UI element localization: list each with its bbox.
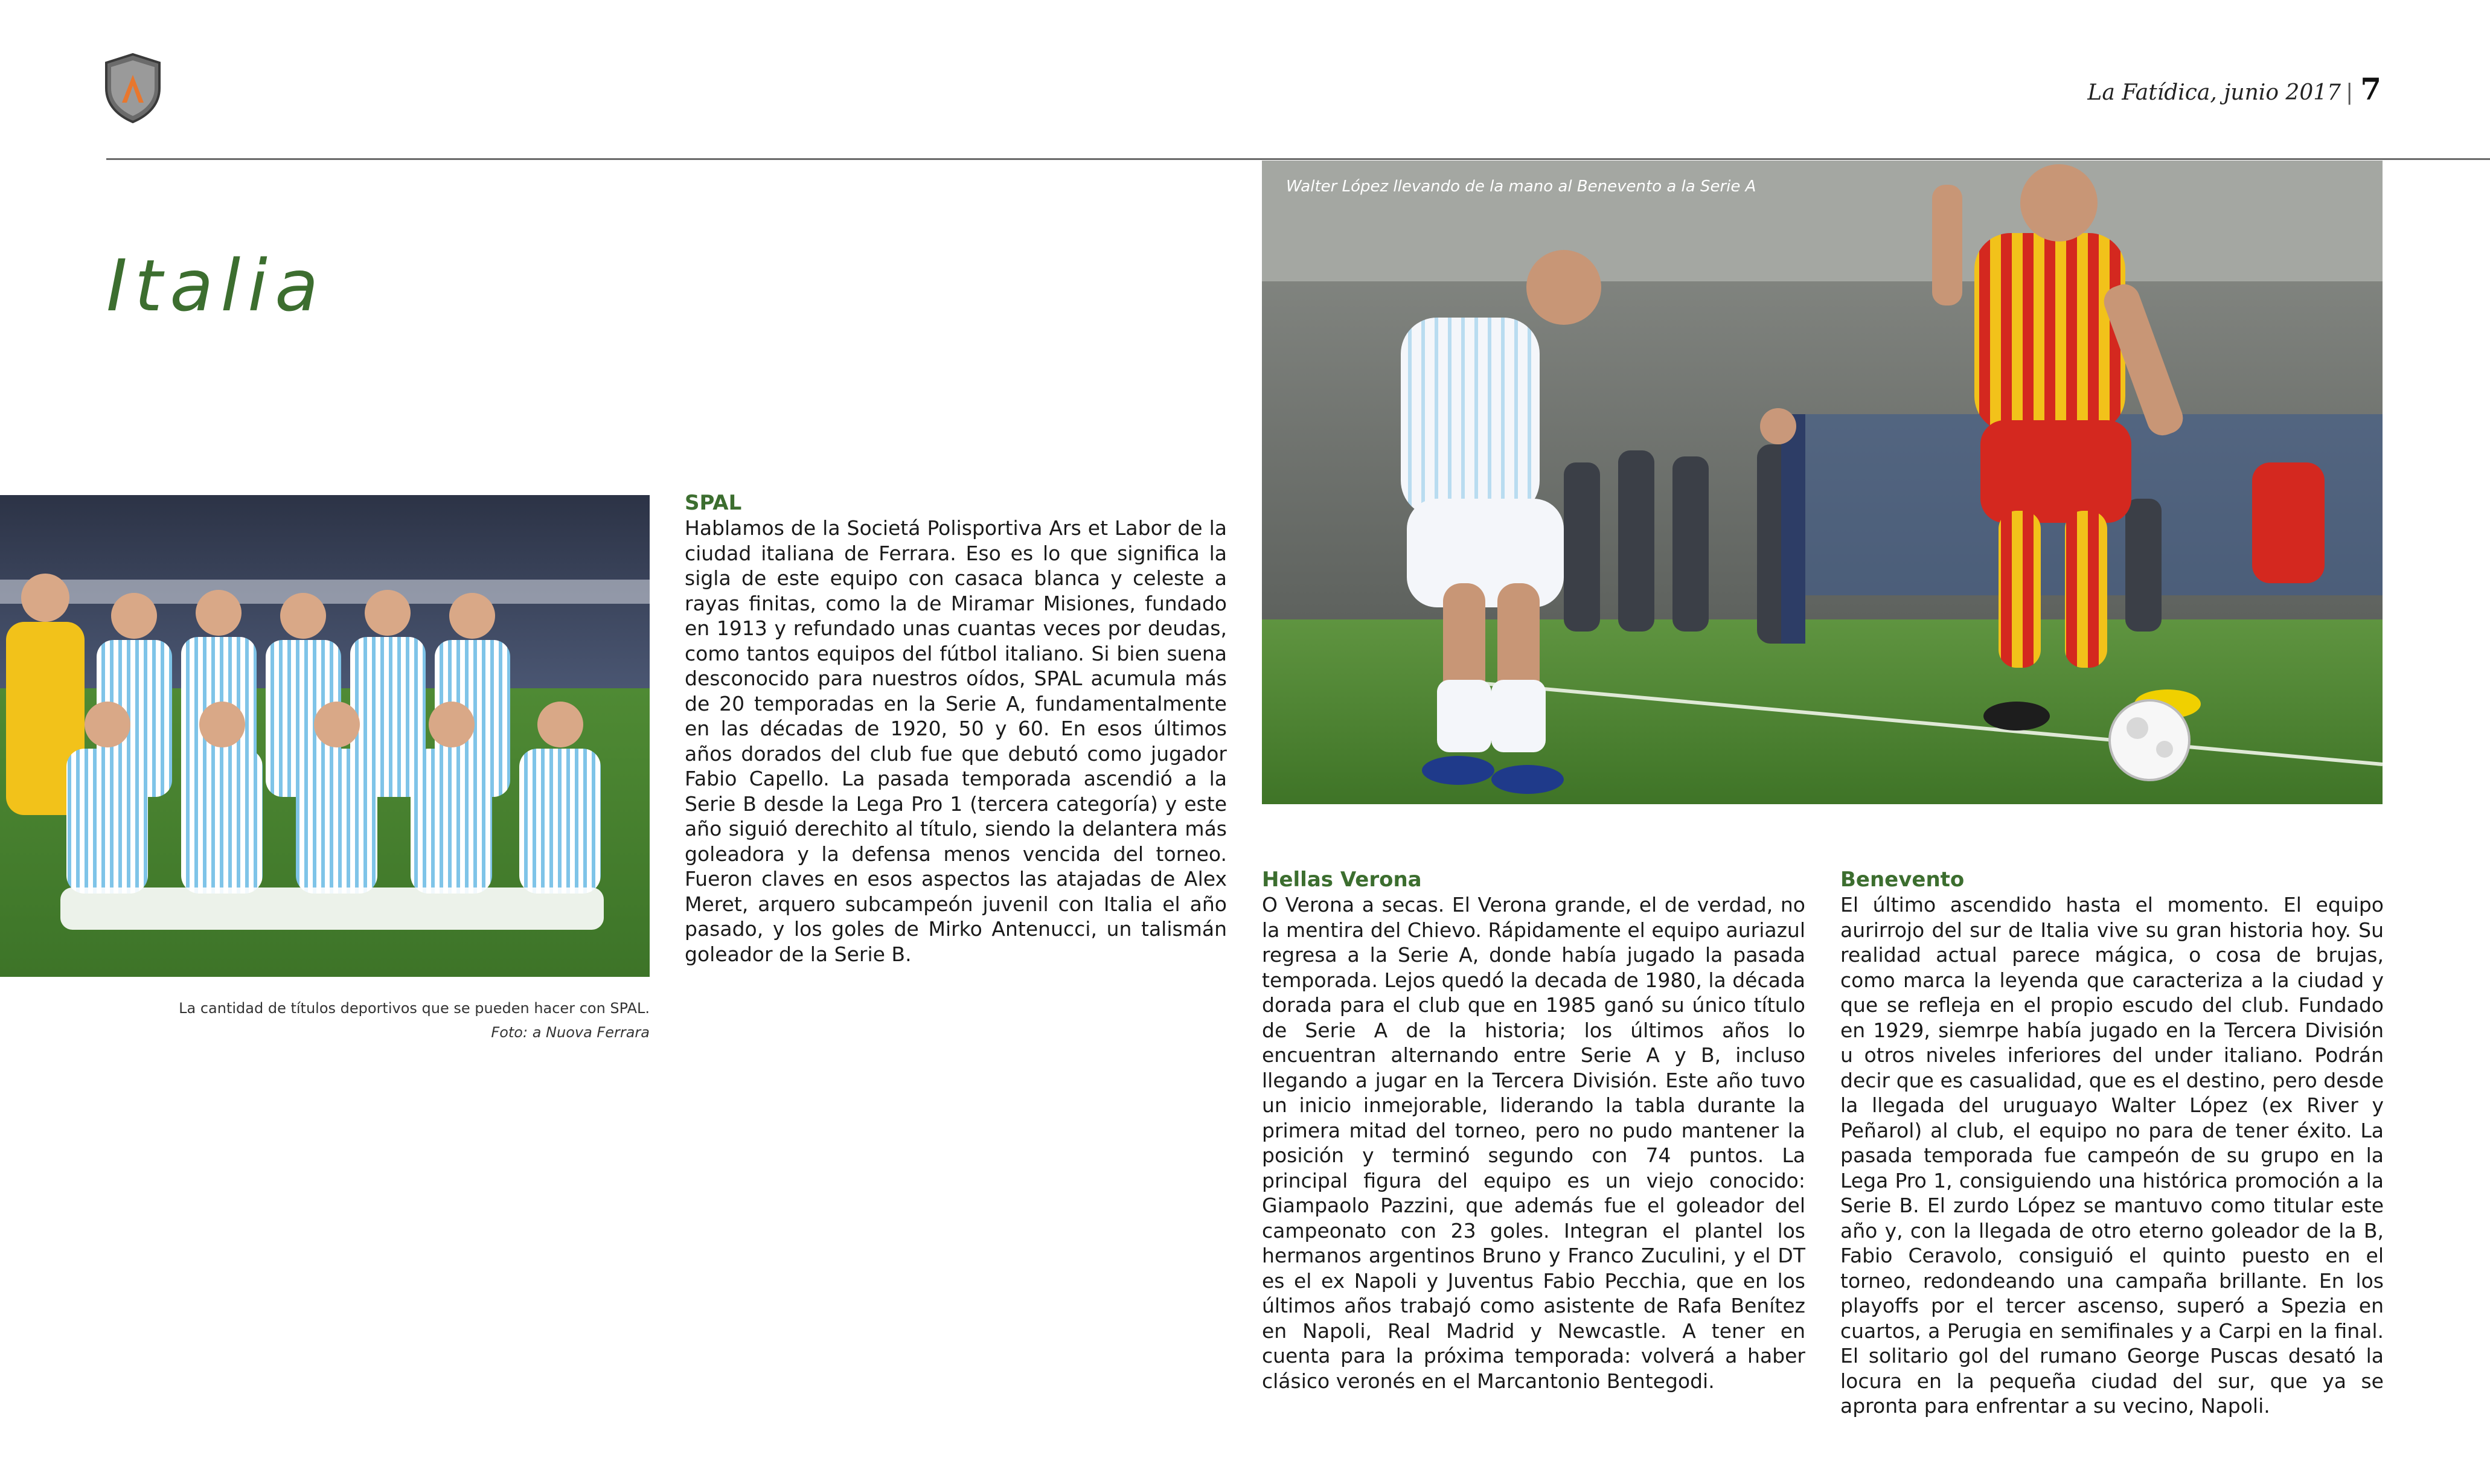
article-title: Benevento bbox=[1840, 868, 1965, 892]
page-number: 7 bbox=[2360, 71, 2381, 107]
article-title: SPAL bbox=[685, 491, 742, 515]
publication-date: La Fatídica, junio 2017 bbox=[2087, 80, 2341, 105]
section-title: Italia bbox=[106, 244, 326, 327]
shield-logo-icon bbox=[104, 52, 162, 124]
article-benevento bbox=[1840, 867, 2384, 1419]
article-body: O Verona a secas. El Verona grande, el de verdad, no la mentira del Chievo. Rápidamente el equipo auriazul regresa a la Serie A, donde había jugado la pasada temporada. Lejos quedó la decada de 1980, la década dorada para el club que en 1985 ganó su único título de Serie A de la historia; los últimos años lo encuentran alternando entre Serie A y B, incluso llegando a jugar en la Tercera División. Este año tuvo un inicio inmejorable, liderando la tabla durante la primera mitad del torneo, pero no pudo mantener la posición y terminó segundo con 74 puntos. La principal figura del equipo es un viejo conocido: Giampaolo Pazzini, que además fue el goleador del campeonato con 23 goles. Integran el plantel los hermanos argentinos Bruno y Franco Zuculini, y el DT es el ex Napoli y Juventus Fabio Pecchia, que en los últimos años trabajó como asistente de Rafa Benítez en Napoli, Real Madrid y Newcastle. A tener en cuenta para la próxima temporada: volverá a haber clásico veronés en el Marcantonio Bentegodi. bbox=[1262, 893, 1805, 1393]
running-header bbox=[1657, 71, 2381, 107]
photo-caption: La cantidad de títulos deportivos que se pueden hacer con SPAL. bbox=[179, 1000, 650, 1017]
match-photo-icon bbox=[1262, 161, 2383, 804]
header-separator: | bbox=[2346, 80, 2354, 105]
article-spal bbox=[685, 490, 1227, 967]
article-body: El último ascendido hasta el momento. El equipo aurirrojo del sur de Italia vive su gran historia hoy. Su realidad actual parece mágica, o cosa de brujas, como marca la leyenda que caracteriza a la ciudad y que se refleja en el propio escudo del club. Fundado en 1929, siemrpe había jugado en la Tercera División u otros niveles inferiores del under italiano. Podrán decir que es casualidad, que es el destino, pero desde la llegada del uruguayo Walter López (ex River y Peñarol) al club, el equipo no para de tener éxito. La pasada temporada fue campeón de su grupo en la Lega Pro 1, consiguiendo una histórica promoción a la Serie B. El zurdo López se mantuvo como titular este año y, con la llegada de otro eterno goleador de la B, Fabio Ceravolo, consiguió el quinto puesto en el torneo, redondeando una campaña brillante. En los playoffs por el tercer ascenso, superó a Spezia en cuartos, a Perugia en semifinales y a Carpi en la final. El solitario gol del rumano George Puscas desató la locura en la pequeña ciudad del sur, que ya se apronta para enfrentar a su vecino, Napoli. bbox=[1840, 893, 2384, 1418]
photo-credit: Foto: a Nuova Ferrara bbox=[491, 1024, 650, 1041]
article-body: Hablamos de la Societá Polisportiva Ars et Labor de la ciudad italiana de Ferrara. Eso es lo que significa la sigla de este equipo con casaca blanca y celeste a rayas finitas, como la de Miramar Misiones, fundado en 1913 y refundado unas cuantas veces por deudas, como tantos equipos del fútbol italiano. Si bien suena desconocido para nuestros oídos, SPAL acumula más de 20 temporadas en la Serie A, fundamentalmente en las décadas de 1920, 50 y 60. En esos últimos años dorados del club fue que debutó como jugador Fabio Capello. La pasada temporada ascendió a la Serie B desde la Lega Pro 1 (tercera categoría) y este año siguió derechito al título, siendo la delantera más goleadora y la defensa menos vencida del torneo. Fueron claves en esos aspectos las atajadas de Alex Meret, arquero subcampeón juvenil con Italia el año pasado, y los goles de Mirko Antenucci, un talismán goleador de la Serie B. bbox=[685, 516, 1227, 966]
article-hellas-verona bbox=[1262, 867, 1805, 1393]
article-title: Hellas Verona bbox=[1262, 868, 1422, 892]
photo-caption: Walter López llevando de la mano al Benevento a la Serie A bbox=[1286, 178, 1756, 196]
header-rule bbox=[106, 158, 2490, 160]
team-photo-icon bbox=[0, 495, 650, 977]
